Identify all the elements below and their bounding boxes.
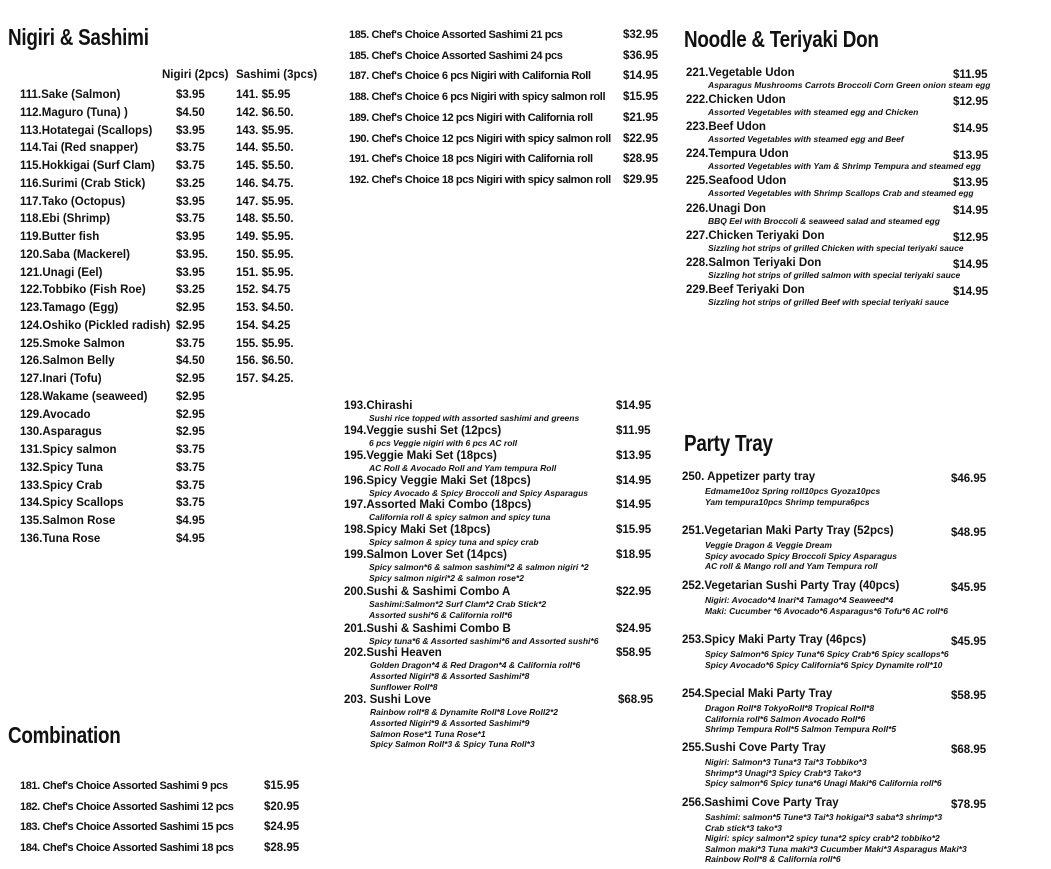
- party-tray-item-name: 250. Appetizer party tray: [682, 471, 816, 483]
- set-item-description: California roll & spicy salmon and spicy tuna: [369, 512, 551, 522]
- noodle-item-name: 223.Beef Udon: [686, 121, 766, 134]
- set-item-description: Sashimi:Salmon*2 Surf Clam*2 Crab Stick*2: [369, 599, 547, 609]
- party-tray-item-name: 256.Sashimi Cove Party Tray: [682, 797, 839, 809]
- set-item-description: AC Roll & Avocado Roll and Yam tempura Roll: [369, 463, 557, 473]
- nigiri-price: $3.95: [176, 231, 205, 243]
- set-item-description: Assorted Nigiri*8 & Assorted Sashimi*8: [370, 670, 530, 681]
- set-item-price: $22.95: [616, 586, 652, 598]
- noodle-item-price: $14.95: [953, 258, 989, 271]
- combination-item-price: $20.95: [264, 800, 300, 813]
- chef-choice-item-name: 192. Chef's Choice 18 pcs Nigiri with spicy salmon roll: [349, 173, 611, 186]
- sashimi-price: 154. $4.25: [236, 319, 291, 332]
- combination-item-price: $15.95: [264, 780, 300, 792]
- noodle-item-description: Assorted Vegetables with Yam & Shrimp Tempura and steamed egg: [708, 161, 981, 172]
- set-item-name: 201.Sushi & Sashimi Combo B: [344, 623, 511, 635]
- nigiri-item-name: 129.Avocado: [20, 408, 91, 421]
- nigiri-price: $3.75: [176, 497, 205, 510]
- chef-choice-item-name: 185. Chef's Choice Assorted Sashimi 24 pcs: [349, 49, 563, 62]
- set-item-description: Rainbow roll*8 & Dynamite Roll*8 Love Roll2*2: [370, 707, 558, 717]
- set-item-description: Assorted Nigiri*9 & Assorted Sashimi*9: [370, 717, 530, 728]
- party-tray-item-description: Dragon Roll*8 TokyoRoll*8 Tropical Roll*8: [705, 703, 875, 713]
- noodle-item-description: BBQ Eel with Broccoli & seaweed salad and steamed egg: [708, 215, 940, 226]
- chef-choice-item-price: $14.95: [623, 70, 659, 83]
- set-item-price: $18.95: [616, 549, 652, 561]
- party-tray-item-price: $45.95: [951, 636, 987, 648]
- nigiri-price: $3.75: [176, 479, 205, 492]
- set-item-description: Assorted sushi*6 & California roll*6: [369, 609, 513, 620]
- chef-choice-item-price: $15.95: [623, 91, 659, 104]
- nigiri-price: $3.75: [176, 160, 205, 172]
- noodle-item-price: $12.95: [953, 231, 989, 244]
- sashimi-price: 149. $5.95.: [236, 231, 294, 243]
- party-tray-item-description: Spicy salmon*6 Spicy tuna*6 Unagi Maki*6 California roll*6: [705, 778, 942, 788]
- nigiri-price: $2.95: [176, 373, 205, 385]
- party-tray-item-price: $68.95: [951, 744, 987, 756]
- party-tray-item-description: Rainbow Roll*8 & California roll*6: [705, 854, 841, 864]
- nigiri-item-name: 134.Spicy Scallops: [20, 497, 124, 510]
- nigiri-price: $2.95: [176, 408, 205, 421]
- chef-choice-item-price: $32.95: [623, 29, 659, 41]
- chef-choice-item-price: $22.95: [623, 132, 659, 145]
- sashimi-price: 141. $5.95: [236, 89, 291, 101]
- party-tray-item-description: Yam tempura10pcs Shrimp tempura6pcs: [705, 496, 870, 507]
- party-tray-item-description: Shrimp Tempura Roll*5 Salmon Tempura Roll*5: [705, 724, 897, 734]
- set-item-price: $15.95: [616, 524, 652, 536]
- set-item-price: $11.95: [616, 425, 651, 437]
- set-item-description: Spicy Salmon Roll*3 & Spicy Tuna Roll*3: [370, 739, 535, 750]
- nigiri-price: $3.95: [176, 195, 205, 208]
- nigiri-price: $4.95: [176, 532, 205, 545]
- party-tray-item-description: Maki: Cucumber *6 Avocado*6 Asparagus*6 Tofu*6 AC roll*6: [705, 605, 948, 616]
- party-tray-item-description: Spicy Salmon*6 Spicy Tuna*6 Spicy Crab*6 Spicy scallops*6: [705, 649, 949, 659]
- nigiri-item-name: 111.Sake (Salmon): [20, 89, 121, 101]
- party-tray-item-name: 255.Sushi Cove Party Tray: [682, 742, 826, 754]
- noodle-item-name: 221.Vegetable Udon: [686, 67, 795, 79]
- set-item-price: $24.95: [616, 623, 652, 635]
- nigiri-price: $2.95: [176, 319, 205, 332]
- set-item-price: $58.95: [616, 647, 652, 659]
- set-item-price: $68.95: [618, 694, 654, 706]
- nigiri-price: $4.50: [176, 106, 205, 119]
- chef-choice-item-name: 189. Chef's Choice 12 pcs Nigiri with California roll: [349, 111, 593, 124]
- nigiri-price: $2.95: [176, 390, 205, 403]
- sashimi-price: 142. $6.50.: [236, 106, 294, 119]
- sashimi-price: 151. $5.95.: [236, 266, 294, 279]
- noodle-item-name: 224.Tempura Udon: [686, 148, 789, 161]
- chef-choice-item-price: $28.95: [623, 153, 659, 166]
- noodle-item-price: $13.95: [953, 150, 989, 163]
- set-item-name: 198.Spicy Maki Set (18pcs): [344, 524, 491, 536]
- set-item-description: Spicy salmon nigiri*2 & salmon rose*2: [369, 572, 524, 583]
- nigiri-price: $3.25: [176, 177, 205, 190]
- noodle-item-price: $13.95: [953, 177, 989, 190]
- sashimi-price: 147. $5.95.: [236, 195, 294, 208]
- nigiri-price: $3.95: [176, 124, 205, 137]
- nigiri-item-name: 123.Tamago (Egg): [20, 302, 119, 314]
- nigiri-item-name: 116.Surimi (Crab Stick): [20, 177, 146, 190]
- nigiri-item-name: 124.Oshiko (Pickled radish): [20, 319, 171, 332]
- noodle-item-description: Sizzling hot strips of grilled Chicken with special teriyaki sauce: [708, 242, 964, 253]
- noodle-item-description: Sizzling hot strips of grilled salmon with special teriyaki sauce: [708, 269, 961, 280]
- nigiri-item-name: 131.Spicy salmon: [20, 444, 117, 456]
- sashimi-price: 144. $5.50.: [236, 142, 294, 155]
- party-tray-item-description: Shrimp*3 Unagi*3 Spicy Crab*3 Tako*3: [705, 767, 862, 778]
- nigiri-price: $2.95: [176, 302, 205, 314]
- nigiri-price: $3.95.: [176, 248, 208, 261]
- party-tray-title: Party Tray: [684, 430, 773, 456]
- chef-choice-item-name: 191. Chef's Choice 18 pcs Nigiri with California roll: [349, 153, 593, 166]
- noodle-item-price: $14.95: [953, 123, 989, 136]
- set-item-price: $14.95: [616, 499, 652, 511]
- nigiri-item-name: 132.Spicy Tuna: [20, 461, 103, 474]
- party-tray-item-description: Veggie Dragon & Veggie Dream: [705, 540, 832, 550]
- party-tray-item-price: $78.95: [951, 799, 987, 811]
- noodle-item-name: 226.Unagi Don: [686, 202, 766, 215]
- party-tray-item-name: 253.Spicy Maki Party Tray (46pcs): [682, 634, 867, 646]
- chef-choice-item-price: $29.95: [623, 173, 659, 186]
- sashimi-price: 157. $4.25.: [236, 373, 294, 385]
- noodle-item-price: $14.95: [953, 204, 989, 217]
- noodle-item-description: Asparagus Mushrooms Carrots Broccoli Corn Green onion steam egg: [708, 80, 991, 90]
- noodle-item-price: $14.95: [953, 285, 989, 298]
- party-tray-item-price: $58.95: [951, 690, 987, 702]
- noodle-item-description: Assorted Vegetables with steamed egg and Chicken: [708, 107, 919, 118]
- nigiri-item-name: 115.Hokkigai (Surf Clam): [20, 160, 155, 172]
- sashimi-column-header: Sashimi (3pcs): [236, 69, 318, 81]
- nigiri-price: $4.50: [176, 355, 205, 368]
- nigiri-item-name: 126.Salmon Belly: [20, 355, 115, 368]
- combination-item-name: 181. Chef's Choice Assorted Sashimi 9 pcs: [20, 780, 228, 792]
- set-item-description: 6 pcs Veggie nigiri with 6 pcs AC roll: [369, 438, 518, 448]
- nigiri-item-name: 136.Tuna Rose: [20, 532, 101, 545]
- nigiri-item-name: 113.Hotategai (Scallops): [20, 124, 153, 137]
- combination-item-price: $28.95: [264, 842, 300, 855]
- party-tray-item-description: Crab stick*3 tako*3: [705, 822, 783, 833]
- party-tray-item-name: 254.Special Maki Party Tray: [682, 688, 833, 700]
- nigiri-price: $3.95: [176, 89, 205, 101]
- sashimi-price: 153. $4.50.: [236, 302, 294, 314]
- set-item-name: 194.Veggie sushi Set (12pcs): [344, 425, 502, 437]
- party-tray-item-description: Salmon maki*3 Tuna maki*3 Cucumber Maki*3 Asparagus Maki*3: [705, 843, 967, 854]
- set-item-description: Spicy salmon*6 & salmon sashimi*2 & salmon nigiri *2: [369, 562, 589, 572]
- party-tray-item-description: Nigiri: Salmon*3 Tuna*3 Tai*3 Tobbiko*3: [705, 757, 867, 767]
- nigiri-sashimi-title: Nigiri & Sashimi: [8, 24, 149, 50]
- set-item-name: 197.Assorted Maki Combo (18pcs): [344, 499, 532, 511]
- noodle-item-description: Assorted Vegetables with steamed egg and Beef: [708, 134, 904, 145]
- set-item-name: 199.Salmon Lover Set (14pcs): [344, 549, 507, 561]
- chef-choice-item-name: 190. Chef's Choice 12 pcs Nigiri with spicy salmon roll: [349, 132, 611, 145]
- sashimi-price: 145. $5.50.: [236, 160, 294, 172]
- party-tray-item-price: $48.95: [951, 527, 987, 539]
- combination-title: Combination: [8, 722, 121, 748]
- noodle-item-name: 228.Salmon Teriyaki Don: [686, 256, 822, 269]
- nigiri-item-name: 117.Tako (Octopus): [20, 195, 126, 208]
- sashimi-price: 155. $5.95.: [236, 337, 294, 350]
- sashimi-price: 148. $5.50.: [236, 213, 294, 226]
- chef-choice-item-name: 187. Chef's Choice 6 pcs Nigiri with California Roll: [349, 70, 591, 83]
- combination-item-price: $24.95: [264, 821, 300, 834]
- nigiri-price: $2.95: [176, 426, 205, 439]
- party-tray-item-description: Nigiri: spicy salmon*2 spicy tuna*2 spicy crab*2 tobbiko*2: [705, 833, 940, 843]
- nigiri-price: $3.75: [176, 213, 205, 226]
- party-tray-item-description: Spicy avocado Spicy Broccoli Spicy Asparagus: [705, 550, 897, 561]
- set-item-name: 195.Veggie Maki Set (18pcs): [344, 450, 497, 462]
- set-item-name: 200.Sushi & Sashimi Combo A: [344, 586, 511, 598]
- noodle-item-name: 225.Seafood Udon: [686, 175, 787, 188]
- nigiri-item-name: 119.Butter fish: [20, 231, 100, 243]
- set-item-description: Sunflower Roll*8: [370, 681, 438, 692]
- nigiri-price: $3.95: [176, 266, 205, 279]
- party-tray-item-name: 251.Vegetarian Maki Party Tray (52pcs): [682, 525, 894, 537]
- party-tray-item-description: Edmame10oz Spring roll10pcs Gyoza10pcs: [705, 486, 881, 496]
- set-item-name: 202.Sushi Heaven: [344, 647, 442, 659]
- party-tray-item-description: Nigiri: Avocado*4 Inari*4 Tamago*4 Seaweed*4: [705, 595, 894, 605]
- set-item-description: Spicy tuna*6 & Assorted sashimi*6 and Assorted sushi*6: [369, 636, 599, 646]
- combination-item-name: 182. Chef's Choice Assorted Sashimi 12 pcs: [20, 800, 234, 813]
- party-tray-item-description: AC roll & Mango roll and Yam Tempura roll: [705, 561, 878, 571]
- set-item-price: $13.95: [616, 450, 652, 462]
- sashimi-price: 152. $4.75: [236, 284, 291, 297]
- set-item-description: Salmon Rose*1 Tuna Rose*1: [370, 728, 486, 739]
- nigiri-item-name: 120.Saba (Mackerel): [20, 248, 130, 261]
- nigiri-item-name: 128.Wakame (seaweed): [20, 390, 148, 403]
- nigiri-column-header: Nigiri (2pcs): [162, 69, 229, 81]
- nigiri-item-name: 127.Inari (Tofu): [20, 373, 102, 385]
- noodle-item-name: 229.Beef Teriyaki Don: [686, 283, 805, 296]
- sashimi-price: 146. $4.75.: [236, 177, 294, 190]
- party-tray-item-description: California roll*6 Salmon Avocado Roll*6: [705, 713, 866, 724]
- party-tray-item-description: Sashimi: salmon*5 Tune*3 Tai*3 hokigai*3 saba*3 shrimp*3: [705, 812, 943, 822]
- party-tray-item-description: Spicy Avocado*6 Spicy California*6 Spicy Dynamite roll*10: [705, 659, 943, 670]
- set-item-name: 193.Chirashi: [344, 400, 413, 412]
- combination-item-name: 184. Chef's Choice Assorted Sashimi 18 pcs: [20, 842, 234, 855]
- nigiri-price: $3.75: [176, 337, 205, 350]
- nigiri-price: $3.75: [176, 444, 205, 456]
- set-item-description: Sushi rice topped with assorted sashimi and greens: [369, 413, 580, 423]
- sashimi-price: 143. $5.95.: [236, 124, 294, 137]
- nigiri-item-name: 112.Maguro (Tuna) ): [20, 106, 128, 119]
- set-item-description: Spicy salmon & spicy tuna and spicy crab: [369, 537, 539, 547]
- nigiri-item-name: 122.Tobbiko (Fish Roe): [20, 284, 146, 297]
- sashimi-price: 156. $6.50.: [236, 355, 294, 368]
- nigiri-item-name: 135.Salmon Rose: [20, 515, 116, 527]
- party-tray-item-price: $46.95: [951, 473, 987, 485]
- nigiri-price: $4.95: [176, 515, 205, 527]
- sashimi-price: 150. $5.95.: [236, 248, 294, 261]
- nigiri-item-name: 121.Unagi (Eel): [20, 266, 103, 279]
- set-item-price: $14.95: [616, 475, 652, 487]
- party-tray-item-price: $45.95: [951, 582, 987, 594]
- noodle-item-description: Sizzling hot strips of grilled Beef with special teriyaki sauce: [708, 296, 949, 307]
- nigiri-item-name: 118.Ebi (Shrimp): [20, 213, 111, 226]
- nigiri-item-name: 130.Asparagus: [20, 426, 102, 439]
- noodle-item-description: Assorted Vegetables with Shrimp Scallops Crab and steamed egg: [708, 188, 974, 199]
- combination-item-name: 183. Chef's Choice Assorted Sashimi 15 pcs: [20, 821, 234, 834]
- nigiri-price: $3.25: [176, 284, 205, 297]
- nigiri-item-name: 125.Smoke Salmon: [20, 337, 125, 350]
- nigiri-price: $3.75: [176, 461, 205, 474]
- chef-choice-item-price: $21.95: [623, 111, 659, 124]
- party-tray-item-name: 252.Vegetarian Sushi Party Tray (40pcs): [682, 580, 900, 592]
- noodle-item-price: $12.95: [953, 96, 989, 109]
- nigiri-item-name: 114.Tai (Red snapper): [20, 142, 139, 155]
- noodle-item-name: 227.Chicken Teriyaki Don: [686, 229, 825, 242]
- set-item-description: Spicy Avocado & Spicy Broccoli and Spicy Asparagus: [369, 488, 589, 498]
- nigiri-item-name: 133.Spicy Crab: [20, 479, 103, 492]
- set-item-description: Golden Dragon*4 & Red Dragon*4 & California roll*6: [370, 660, 581, 670]
- noodle-item-price: $11.95: [953, 69, 988, 81]
- noodle-teriyaki-title: Noodle & Teriyaki Don: [684, 26, 879, 52]
- nigiri-price: $3.75: [176, 142, 205, 155]
- set-item-name: 203. Sushi Love: [344, 694, 431, 706]
- chef-choice-item-name: 185. Chef's Choice Assorted Sashimi 21 pcs: [349, 29, 563, 41]
- set-item-name: 196.Spicy Veggie Maki Set (18pcs): [344, 475, 531, 487]
- chef-choice-item-name: 188. Chef's Choice 6 pcs Nigiri with spicy salmon roll: [349, 91, 606, 104]
- set-item-price: $14.95: [616, 400, 652, 412]
- noodle-item-name: 222.Chicken Udon: [686, 94, 786, 107]
- chef-choice-item-price: $36.95: [623, 49, 659, 62]
